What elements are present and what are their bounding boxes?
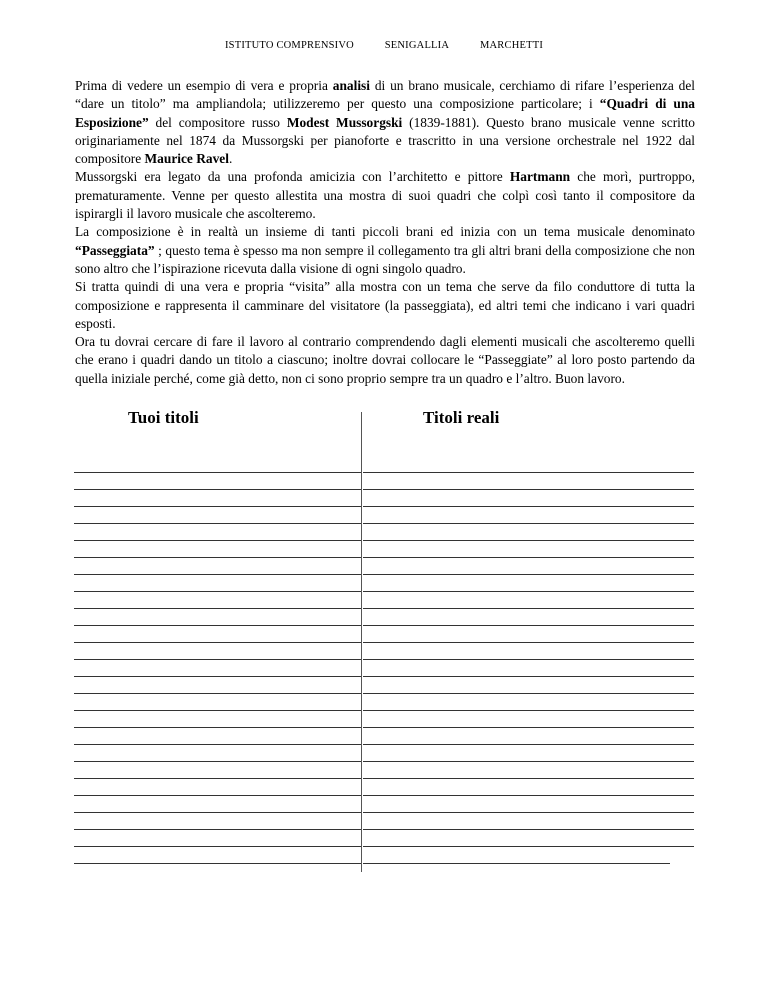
real-title-line[interactable] bbox=[363, 643, 694, 660]
paragraph-composition bbox=[75, 223, 695, 278]
real-titles-heading: Titoli reali bbox=[423, 408, 500, 427]
real-title-line[interactable] bbox=[363, 609, 694, 626]
school-header bbox=[0, 40, 768, 51]
real-title-line[interactable] bbox=[363, 745, 694, 762]
your-title-line[interactable] bbox=[74, 677, 361, 694]
text-run: Mussorgski era legato da una profonda amicizia con l’architetto e pittore bbox=[75, 169, 510, 185]
bold-term: “Quadri di una Esposizione” bbox=[75, 96, 695, 130]
your-title-line[interactable] bbox=[74, 575, 361, 592]
your-title-line[interactable] bbox=[74, 456, 361, 473]
your-title-line[interactable] bbox=[74, 507, 361, 524]
real-title-line[interactable] bbox=[363, 779, 694, 796]
your-title-line[interactable] bbox=[74, 711, 361, 728]
text-run: Prima di vedere un esempio di vera e propria bbox=[75, 78, 333, 93]
paragraph-task: Ora tu dovrai cercare di fare il lavoro al contrario comprendendo dagli elementi musicali che ascolteremo quelli che erano i quadri dando un titolo a ciascuno; inoltre dovrai collocare le “Passeggiate” al loro posto partendo da quella iniziale perché, come già detto, non ci sono proprio sempre tra un quadro e l’altro. Buon lavoro. bbox=[75, 334, 695, 386]
real-title-line[interactable] bbox=[363, 558, 694, 575]
your-title-line[interactable] bbox=[74, 592, 361, 609]
text-run: di un brano musicale, cerchiamo di rifare l’esperienza del “dare un titolo” ma ampliandola; utilizzeremo per questo una composizione particolare; i bbox=[75, 78, 696, 112]
bold-term: Hartmann bbox=[509, 169, 571, 185]
bold-term: “Passeggiata” bbox=[75, 242, 155, 258]
text-run: (1839-1881). Questo brano musicale venne scritto originariamente nel 1874 da Mussorgski per pianoforte e trascritto in una versione orchestrale nel 1922 dal compositore bbox=[75, 114, 696, 167]
real-titles-column bbox=[363, 456, 694, 864]
your-title-line[interactable] bbox=[74, 745, 361, 762]
bold-term: analisi bbox=[332, 78, 370, 93]
real-title-line[interactable] bbox=[363, 575, 694, 592]
paragraph-hartmann bbox=[75, 168, 695, 223]
your-titles-column bbox=[74, 456, 361, 864]
your-title-line[interactable] bbox=[74, 796, 361, 813]
real-title-line[interactable] bbox=[363, 473, 694, 490]
header-institute: ISTITUTO COMPRENSIVO bbox=[224, 40, 354, 51]
text-run: La composizione è in realtà un insieme di tanti piccoli brani ed inizia con un tema musicale denominato bbox=[75, 224, 695, 240]
your-title-line[interactable] bbox=[74, 728, 361, 745]
your-title-line[interactable] bbox=[74, 779, 361, 796]
real-title-line[interactable] bbox=[363, 694, 694, 711]
your-title-line[interactable] bbox=[74, 830, 361, 847]
real-title-line[interactable] bbox=[363, 813, 694, 830]
real-title-line[interactable] bbox=[363, 626, 694, 643]
real-title-line[interactable] bbox=[363, 728, 694, 745]
text-run: ; questo tema è spesso ma non sempre il collegamento tra gli altri brani della composizione che non sono altro che l’ispirazione ricevuta dalla visione di ogni singolo quadro. bbox=[75, 242, 695, 276]
real-title-line[interactable] bbox=[363, 677, 694, 694]
real-title-line[interactable] bbox=[363, 592, 694, 609]
your-title-line[interactable] bbox=[74, 762, 361, 779]
your-title-line[interactable] bbox=[74, 626, 361, 643]
your-title-line[interactable] bbox=[74, 558, 361, 575]
bold-term: Maurice Ravel bbox=[144, 151, 229, 167]
real-title-line[interactable] bbox=[363, 541, 694, 558]
your-title-line[interactable] bbox=[74, 524, 361, 541]
real-title-line[interactable] bbox=[363, 490, 694, 507]
real-title-line[interactable] bbox=[363, 711, 694, 728]
your-title-line[interactable] bbox=[74, 813, 361, 830]
real-title-line[interactable] bbox=[363, 507, 694, 524]
your-title-line[interactable] bbox=[74, 541, 361, 558]
column-divider bbox=[361, 412, 362, 872]
your-title-line[interactable] bbox=[74, 694, 361, 711]
real-title-line[interactable] bbox=[363, 830, 694, 847]
real-title-line[interactable] bbox=[363, 762, 694, 779]
header-city: SENIGALLIA bbox=[384, 40, 450, 51]
text-run: che morì, purtroppo, prematuramente. Venne per questo allestita una mostra di suoi quadri che colpì così tanto il compositore da ispirargli il lavoro musicale che ascolteremo. bbox=[75, 169, 696, 222]
real-title-line[interactable] bbox=[363, 456, 694, 473]
real-title-line[interactable] bbox=[363, 524, 694, 541]
bold-term: Modest Mussorgski bbox=[286, 114, 403, 130]
instructions-text bbox=[75, 77, 695, 388]
your-title-line[interactable] bbox=[74, 643, 361, 660]
real-title-line[interactable] bbox=[363, 660, 694, 677]
your-titles-heading: Tuoi titoli bbox=[128, 408, 199, 427]
text-run: . bbox=[228, 151, 233, 167]
text-run: del compositore russo bbox=[148, 114, 287, 130]
real-title-line[interactable] bbox=[363, 796, 694, 813]
header-name: MARCHETTI bbox=[479, 40, 544, 51]
your-title-line[interactable] bbox=[74, 847, 361, 864]
real-title-line[interactable] bbox=[363, 847, 670, 864]
your-title-line[interactable] bbox=[74, 660, 361, 677]
your-title-line[interactable] bbox=[74, 609, 361, 626]
your-title-line[interactable] bbox=[74, 473, 361, 490]
paragraph-visit: Si tratta quindi di una vera e propria “visita” alla mostra con un tema che serve da filo conduttore di tutta la composizione e rappresenta il camminare del visitatore (la passeggiata), ed altri temi che indicano i vari quadri esposti. bbox=[75, 279, 695, 331]
your-title-line[interactable] bbox=[74, 490, 361, 507]
paragraph-intro bbox=[75, 77, 695, 168]
